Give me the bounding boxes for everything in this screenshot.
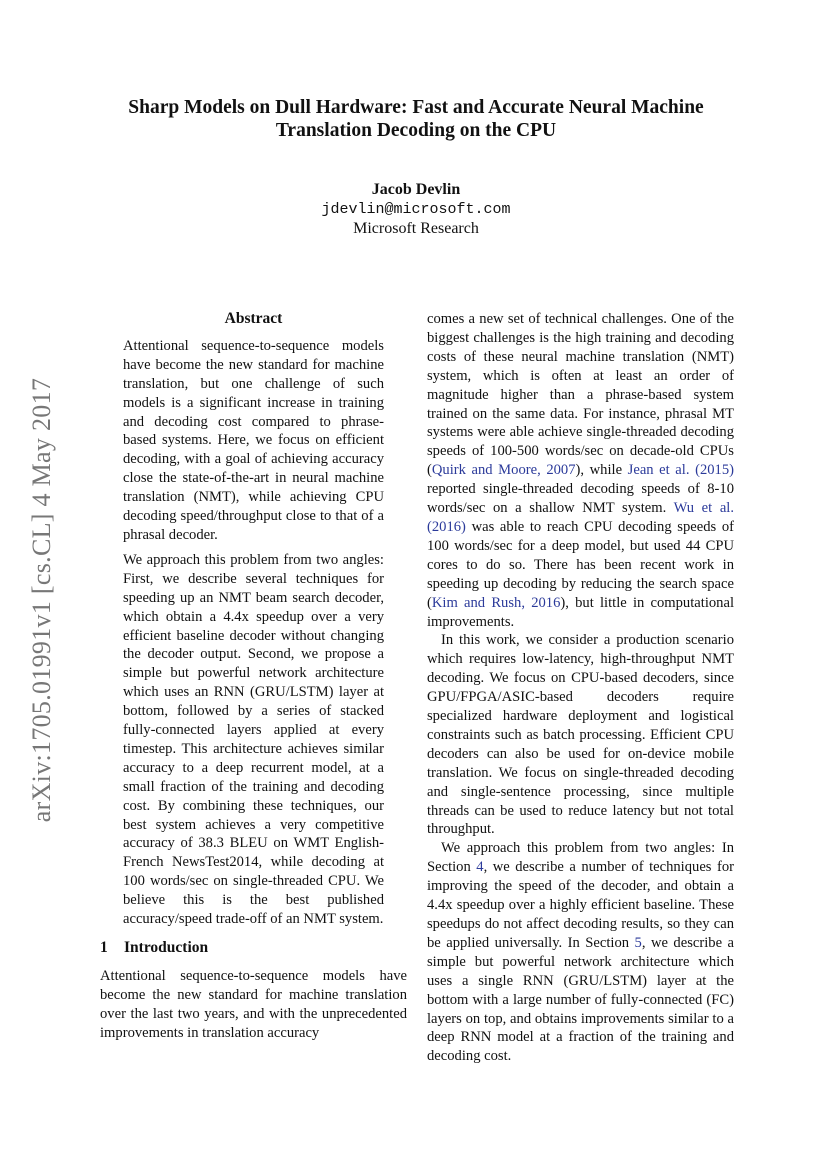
abstract-paragraph-2: We approach this problem from two angles: First, we describe several techniques for speeding up an NMT beam search decoder, which obtain a 4.4x speedup over a very efficient baseline decoder without changing the decoder output. Second, we propose a simple but powerful network architecture which uses an RNN (GRU/LSTM) layer at bottom, followed by a series of stacked fully-connected layers applied at every timestep. This architecture achieves similar accuracy to a deep recurrent model, at a small fraction of the training and decoding cost. By combining these techniques, our best system achieves a very competitive accuracy of 38.3 BLEU on WMT English-French NewsTest2014, while decoding at 100 words/sec on single-threaded CPU. We believe this is the best published accuracy/speed trade-off of an NMT system. [123,551,384,928]
abstract-paragraph-1: Attentional sequence-to-sequence models have become the new standard for machine translation, but one challenge of such models is a significant increase in training and decoding cost compared to phrase-based systems. Here, we focus on efficient decoding, with a goal of achieving accuracy close the state-of-the-art in neural machine translation (NMT), while achieving CPU decoding speed/throughput close to that of a phrasal decoder. [123,337,384,543]
title-line-1: Sharp Models on Dull Hardware: Fast and Accurate Neural Machine [128,97,704,118]
abstract-heading: Abstract [224,310,283,327]
section-reference-link[interactable]: 4 [476,859,484,876]
author-name: Jacob Devlin [371,181,461,198]
intro-paragraph-1: Attentional sequence-to-sequence models have become the new standard for machine translation over the last two years, and with the unprecedented improvements in translation accuracy [100,967,407,1041]
citation-link[interactable]: Kim and Rush, 2016 [431,594,561,611]
citation-link[interactable]: Jean et al. (2015) [627,462,734,479]
body-text: We approach this problem from two angles: In Section [427,840,734,876]
intro-paragraph-2: In this work, we consider a production scenario which requires low-latency, high-throughput NMT decoding. We focus on CPU-based decoders, since GPU/FPGA/ASIC-based decoders require specialized hardware deployment and logistical constraints such as batch processing. Efficient CPU decoders can also be used for on-device mobile translation. We focus on single-threaded decoding and single-sentence processing, since multiple threads can be used to reduce latency but not total throughput. [427,632,734,838]
body-text: ), while [575,462,628,479]
author-block [100,180,732,239]
section-reference-link[interactable]: 5 [634,934,642,951]
paper-title [100,96,732,142]
left-column [100,310,407,1043]
section-title: Introduction [124,939,209,956]
arxiv-sidebar-stamp [20,355,64,845]
citation-link[interactable]: Wu et al. (2016) [427,500,734,535]
intro-paragraph-continued [427,310,734,631]
body-text: , we describe a number of techniques for improving the speed of the decoder, and obtain a 4.4x speedup over a highly efficient baseline. These speedups do not affect decoding results, so they can be applied universally. In Section [427,859,734,951]
right-column [427,310,734,1066]
body-text: reported single-threaded decoding speeds of 8-10 words/sec on a shallow NMT system. [427,481,734,517]
title-line-2: Translation Decoding on the CPU [275,120,557,141]
author-affiliation: Microsoft Research [353,220,479,237]
section-heading-introduction [100,939,407,958]
abstract-body [100,337,407,929]
author-email[interactable]: jdevlin@microsoft.com [321,200,511,218]
body-text: comes a new set of technical challenges. One of the biggest challenges is the high training and decoding costs of these neural machine translation (NMT) system, which is often at least an order of magnitude higher than a phrase-based system trained on the same data. For instance, phrasal MT systems were able achieve single-threaded decoding speeds of 100-500 words/sec on decade-old CPUs ( [427,311,734,479]
body-text: , we describe a simple but powerful network architecture which uses a single RNN (GRU/LSTM) layer at the bottom with a large number of fully-connected (FC) layers on top, and obtains improvements similar to a deep RNN model at a fraction of the training and decoding cost. [427,934,734,1065]
section-number: 1 [100,939,108,956]
body-text: ), but little in computational improvements. [427,594,734,630]
intro-paragraph-3 [427,839,734,1066]
arxiv-id: arXiv:1705.01991v1 [cs.CL] 4 May 2017 [27,377,56,823]
body-text: was able to reach CPU decoding speeds of 100 words/sec for a deep model, but used 44 CPU cores to do so. There has been recent work in speeding up decoding by reducing the search space ( [427,518,734,611]
citation-link[interactable]: Quirk and Moore, 2007 [431,462,576,479]
